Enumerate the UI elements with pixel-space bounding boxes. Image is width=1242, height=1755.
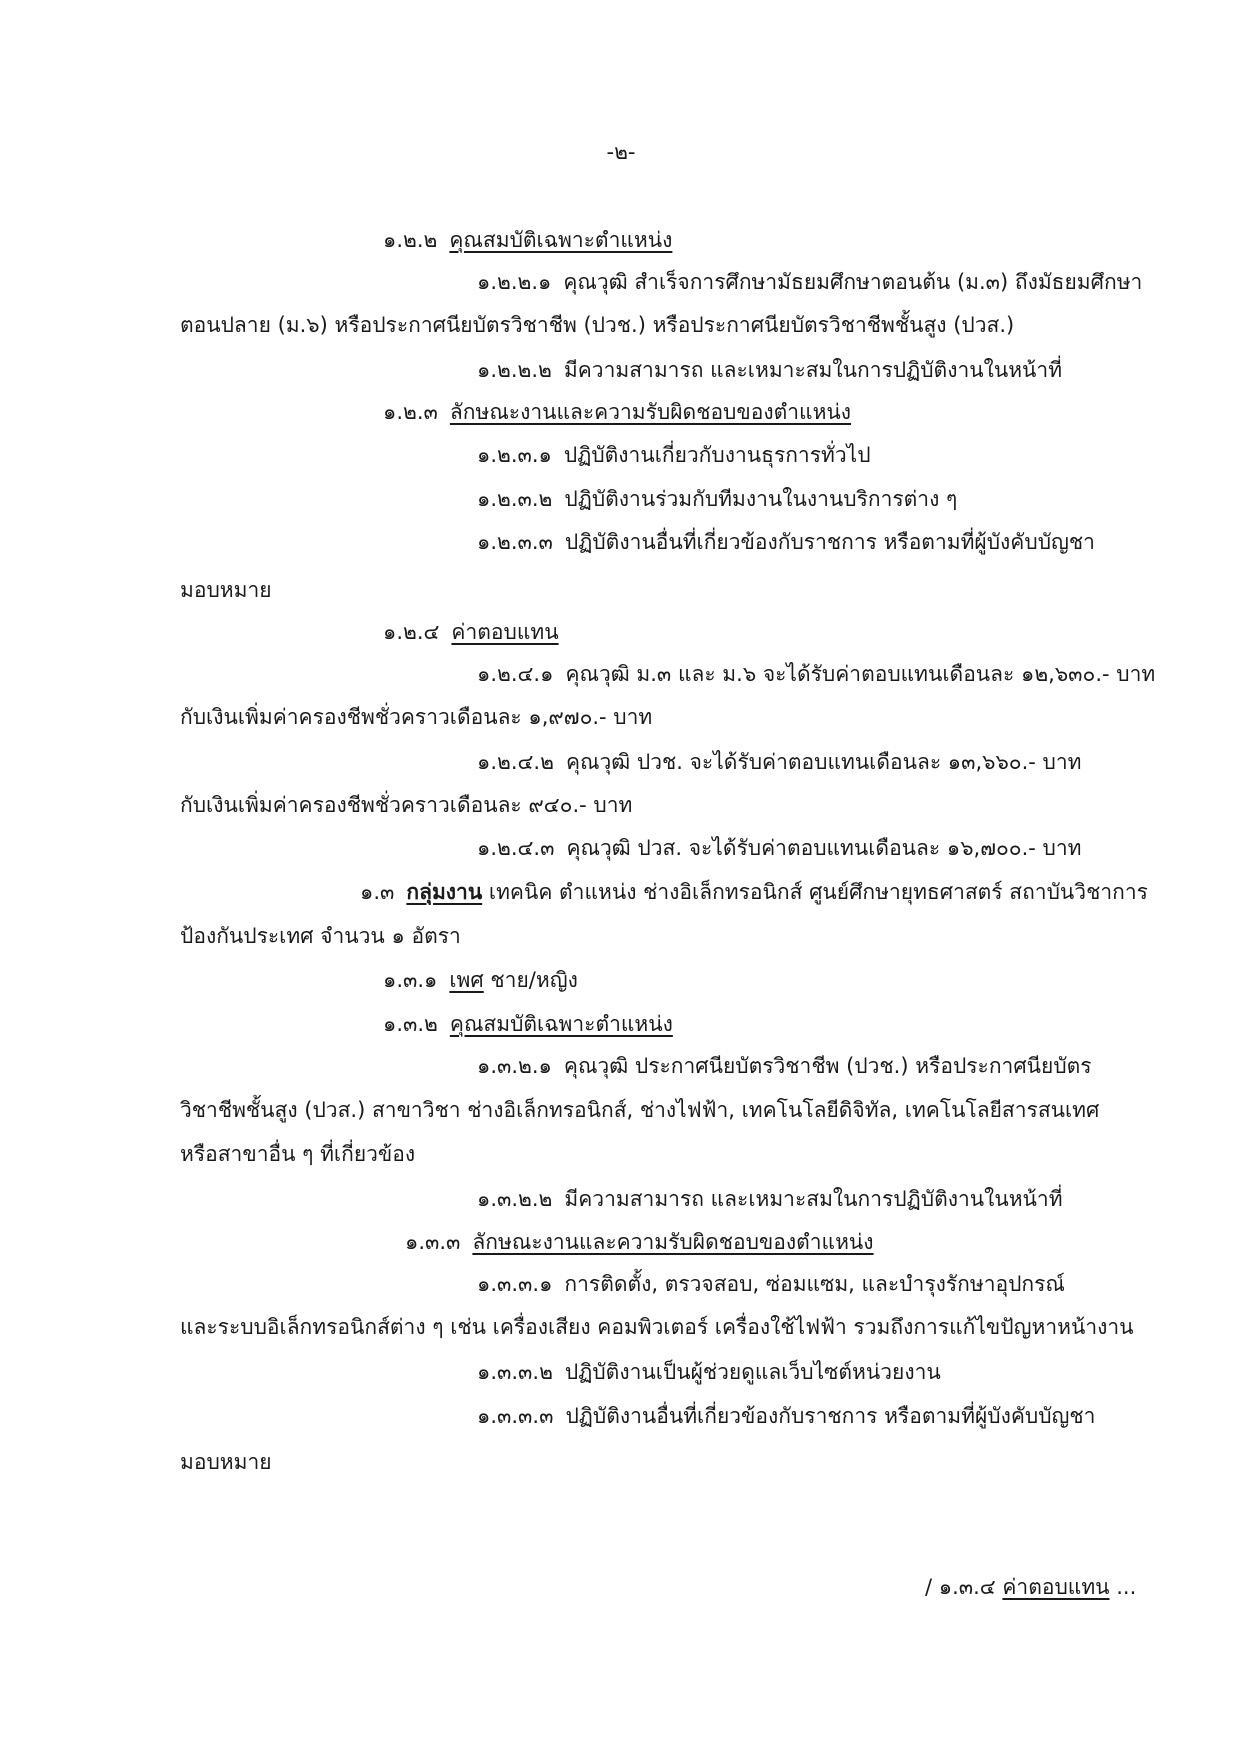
item-number: ๑.๒.๓.๓ — [477, 530, 553, 554]
section-number: ๑.๓.๑ — [383, 968, 438, 992]
item-text: มีความสามารถ และเหมาะสมในการปฏิบัติงานในหน้าที่ — [564, 1187, 1063, 1211]
item-text: มีความสามารถ และเหมาะสมในการปฏิบัติงานในหน้าที่ — [563, 358, 1063, 382]
section-1-3-1 — [383, 968, 578, 993]
item-continuation: มอบหมาย — [180, 1450, 272, 1474]
item-number: ๑.๒.๓.๑ — [477, 443, 552, 467]
continuation-marker — [925, 1575, 1136, 1600]
section-heading: ลักษณะงานและความรับผิดชอบของตำแหน่ง — [449, 400, 852, 424]
section-number: ๑.๒.๓ — [383, 400, 438, 424]
item-1-2-4-3 — [477, 836, 1082, 861]
item-1-2-3-2 — [477, 487, 957, 512]
item-1-3-2-2 — [477, 1187, 1063, 1212]
item-1-3-3-1 — [477, 1272, 1065, 1297]
item-continuation: กับเงินเพิ่มค่าครองชีพชั่วคราวเดือนละ ๙๔๐.- บาท — [180, 793, 633, 817]
section-number: ๑.๒.๔ — [383, 620, 440, 644]
item-number: ๑.๓.๓.๓ — [477, 1404, 554, 1428]
item-1-3-3-3 — [477, 1404, 1095, 1429]
item-number: ๑.๒.๔.๓ — [477, 836, 555, 860]
section-text: ชาย/หญิง — [490, 968, 578, 992]
item-continuation: หรือสาขาอื่น ๆ ที่เกี่ยวข้อง — [180, 1142, 416, 1166]
item-1-2-2-2 — [477, 358, 1062, 383]
item-text: ปฏิบัติงานเกี่ยวกับงานธุรการทั่วไป — [563, 443, 871, 467]
item-text: ปฏิบัติงานอื่นที่เกี่ยวข้องกับราชการ หรือตามที่ผู้บังคับบัญชา — [565, 1404, 1096, 1428]
section-number: ๑.๒.๒ — [383, 228, 438, 252]
item-1-2-4-2 — [477, 750, 1082, 775]
item-text: คุณวุฒิ ม.๓ และ ม.๖ จะได้รับค่าตอบแทนเดือนละ ๑๒,๖๓๐.- บาท — [565, 662, 1156, 686]
item-text: คุณวุฒิ ปวช. จะได้รับค่าตอบแทนเดือนละ ๑๓,๖๖๐.- บาท — [565, 750, 1082, 774]
continuation-suffix: ... — [1116, 1575, 1137, 1599]
section-number: ๑.๓ — [360, 880, 395, 904]
item-1-2-3-1 — [477, 443, 871, 468]
item-1-2-2-1 — [477, 270, 1142, 295]
item-continuation: และระบบอิเล็กทรอนิกส์ต่าง ๆ เช่น เครื่องเสียง คอมพิวเตอร์ เครื่องใช้ไฟฟ้า รวมถึงการแก้ไขปัญหาหน้างาน — [180, 1315, 1134, 1339]
item-number: ๑.๓.๒.๑ — [477, 1054, 552, 1078]
section-text: เทคนิค ตำแหน่ง ช่างอิเล็กทรอนิกส์ ศูนย์ศึกษายุทธศาสตร์ สถาบันวิชาการ — [488, 880, 1148, 904]
section-heading: เพศ — [449, 968, 484, 992]
item-1-2-4-1 — [477, 662, 1155, 687]
item-number: ๑.๒.๔.๑ — [477, 662, 554, 686]
section-1-2-4 — [383, 620, 559, 645]
item-text: การติดตั้ง, ตรวจสอบ, ซ่อมแซม, และบำรุงรักษาอุปกรณ์ — [564, 1272, 1065, 1296]
section-heading: คุณสมบัติเฉพาะตำแหน่ง — [449, 228, 673, 252]
item-1-3-2-1 — [477, 1054, 1092, 1079]
item-1-3-3-2 — [477, 1360, 941, 1385]
section-number: ๑.๓.๒ — [383, 1012, 438, 1036]
item-continuation: วิชาชีพชั้นสูง (ปวส.) สาขาวิชา ช่างอิเล็กทรอนิกส์, ช่างไฟฟ้า, เทคโนโลยีดิจิทัล, เทคโนโลยีสารสนเทศ — [180, 1098, 1100, 1122]
section-number: ๑.๓.๓ — [405, 1230, 461, 1254]
page-number: -๒- — [606, 140, 636, 164]
section-1-2-3 — [383, 400, 851, 425]
item-text: คุณวุฒิ สำเร็จการศึกษามัธยมศึกษาตอนต้น (ม.๓) ถึงมัธยมศึกษา — [563, 270, 1143, 294]
section-1-3-2 — [383, 1012, 673, 1037]
item-text: ปฏิบัติงานร่วมกับทีมงานในงานบริการต่าง ๆ — [564, 487, 958, 511]
item-text: ปฏิบัติงานเป็นผู้ช่วยดูแลเว็บไซต์หน่วยงาน — [564, 1360, 941, 1384]
section-1-3 — [360, 880, 1148, 905]
item-continuation: ตอนปลาย (ม.๖) หรือประกาศนียบัตรวิชาชีพ (ปวช.) หรือประกาศนียบัตรวิชาชีพชั้นสูง (ปวส.) — [180, 313, 1015, 337]
item-text: ปฏิบัติงานอื่นที่เกี่ยวข้องกับราชการ หรือตามที่ผู้บังคับบัญชา — [564, 530, 1095, 554]
item-continuation: มอบหมาย — [180, 578, 272, 602]
section-1-3-3 — [405, 1230, 874, 1255]
item-number: ๑.๓.๒.๒ — [477, 1187, 553, 1211]
section-heading: คุณสมบัติเฉพาะตำแหน่ง — [449, 1012, 673, 1036]
continuation-prefix: / ๑.๓.๔ — [925, 1575, 996, 1599]
item-text: คุณวุฒิ ประกาศนียบัตรวิชาชีพ (ปวช.) หรือประกาศนียบัตร — [563, 1054, 1092, 1078]
item-1-2-3-3 — [477, 530, 1095, 555]
section-heading: กลุ่มงาน — [406, 880, 483, 904]
item-number: ๑.๓.๓.๑ — [477, 1272, 553, 1296]
item-number: ๑.๒.๓.๒ — [477, 487, 553, 511]
item-number: ๑.๒.๔.๒ — [477, 750, 554, 774]
section-heading: ลักษณะงานและความรับผิดชอบของตำแหน่ง — [472, 1230, 874, 1254]
item-number: ๑.๒.๒.๑ — [477, 270, 552, 294]
item-continuation: กับเงินเพิ่มค่าครองชีพชั่วคราวเดือนละ ๑,๙๗๐.- บาท — [180, 705, 653, 729]
item-text: คุณวุฒิ ปวส. จะได้รับค่าตอบแทนเดือนละ ๑๖,๗๐๐.- บาท — [566, 836, 1082, 860]
section-heading: ค่าตอบแทน — [451, 620, 559, 644]
item-continuation: ป้องกันประเทศ จำนวน ๑ อัตรา — [180, 924, 461, 948]
item-number: ๑.๒.๒.๒ — [477, 358, 552, 382]
continuation-label: ค่าตอบแทน — [1002, 1575, 1110, 1599]
item-number: ๑.๓.๓.๒ — [477, 1360, 553, 1384]
section-1-2-2 — [383, 228, 672, 253]
